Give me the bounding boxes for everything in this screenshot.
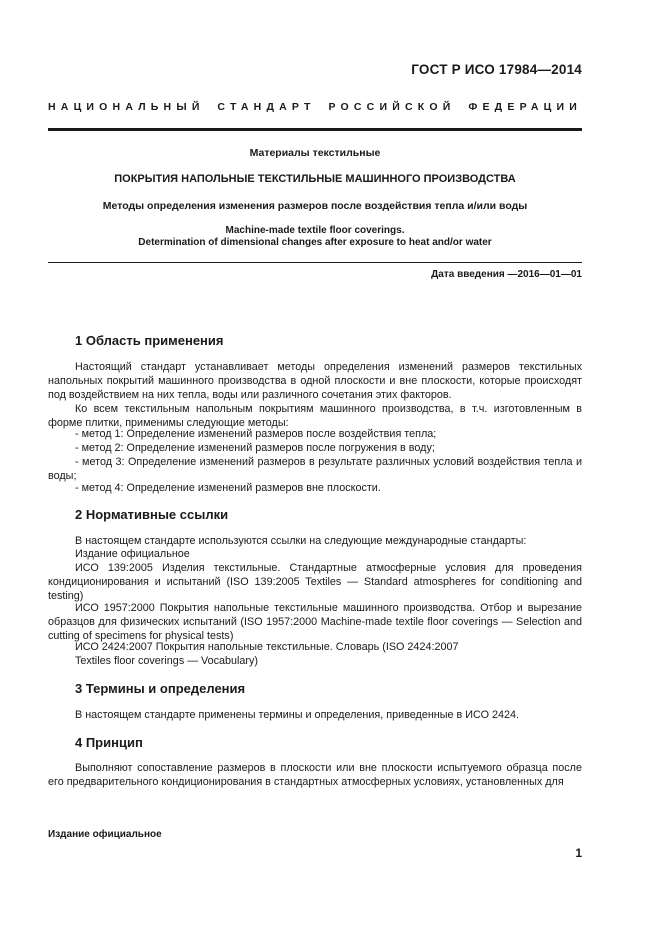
english-title-line-1: Machine-made textile floor coverings. <box>225 225 405 236</box>
section-3-heading: 3 Термины и определения <box>75 681 246 696</box>
reference-iso-2424-english: Textiles floor coverings — Vocabulary) <box>75 655 259 667</box>
section-1-paragraph-2: Ко всем текстильным напольным покрытиям машинного производства, в т.ч. изготовленным в форме плитки, применимы следующие методы: <box>48 403 582 430</box>
reference-iso-1957: ИСО 1957:2000 Покрытия напольные текстильные машинного производства. Отбор и вырезание образцов для физических испытаний (ISO 1957:2000 Machine-made textile floor coverings — Selection and cutting of specimens for physical tests) <box>48 602 582 643</box>
header-rule <box>48 128 582 131</box>
subtitle: Методы определения изменения размеров после воздействия тепла и/или воды <box>102 200 528 212</box>
document-code: ГОСТ Р ИСО 17984—2014 <box>411 62 582 77</box>
introduction-date: Дата введения —2016—01—01 <box>431 269 582 280</box>
main-title: ПОКРЫТИЯ НАПОЛЬНЫЕ ТЕКСТИЛЬНЫЕ МАШИННОГО ПРОИЗВОДСТВА <box>114 173 516 185</box>
title-rule <box>48 262 582 263</box>
footer-edition-label: Издание официальное <box>48 829 162 840</box>
method-4-item: - метод 4: Определение изменений размеров вне плоскости. <box>75 482 381 494</box>
english-title-line-2: Determination of dimensional changes after exposure to heat and/or water <box>138 237 492 248</box>
section-2-edition-note: Издание официальное <box>75 548 190 560</box>
method-1-item: - метод 1: Определение изменений размеров после воздействия тепла; <box>75 428 437 440</box>
reference-iso-2424: ИСО 2424:2007 Покрытия напольные текстильные. Словарь (ISO 2424:2007 <box>75 641 459 653</box>
section-2-paragraph-1: В настоящем стандарте используются ссылки на следующие международные стандарты: <box>75 535 527 547</box>
method-3-item: - метод 3: Определение изменений размеров в результате различных условий воздействия тепла и воды; <box>48 456 582 483</box>
section-4-heading: 4 Принцип <box>75 735 143 750</box>
page-number: 1 <box>575 846 582 860</box>
method-2-item: - метод 2: Определение изменений размеров после погружения в воду; <box>75 442 435 454</box>
section-1-heading: 1 Область применения <box>75 333 224 348</box>
section-1-paragraph-1: Настоящий стандарт устанавливает методы определения изменений размеров текстильных напольных покрытий машинного производства в одной плоскости и вне плоскости, которые происходят под воздействием на них тепла, воды или различного сочетания этих факторов. <box>48 361 582 402</box>
section-2-heading: 2 Нормативные ссылки <box>75 507 229 522</box>
section-4-paragraph-1: Выполняют сопоставление размеров в плоскости или вне плоскости испытуемого образца после его предварительного кондиционирования в стандартных атмосферных условиях, установленных для <box>48 762 582 789</box>
category-title: Материалы текстильные <box>249 147 381 159</box>
national-standard-banner: НАЦИОНАЛЬНЫЙ СТАНДАРТ РОССИЙСКОЙ ФЕДЕРАЦИИ <box>48 101 582 113</box>
section-3-paragraph-1: В настоящем стандарте применены термины и определения, приведенные в ИСО 2424. <box>75 709 520 721</box>
reference-iso-139: ИСО 139:2005 Изделия текстильные. Стандартные атмосферные условия для проведения кондиционирования и испытаний (ISO 139:2005 Textiles — Standard atmospheres for conditioning and testing) <box>48 562 582 603</box>
